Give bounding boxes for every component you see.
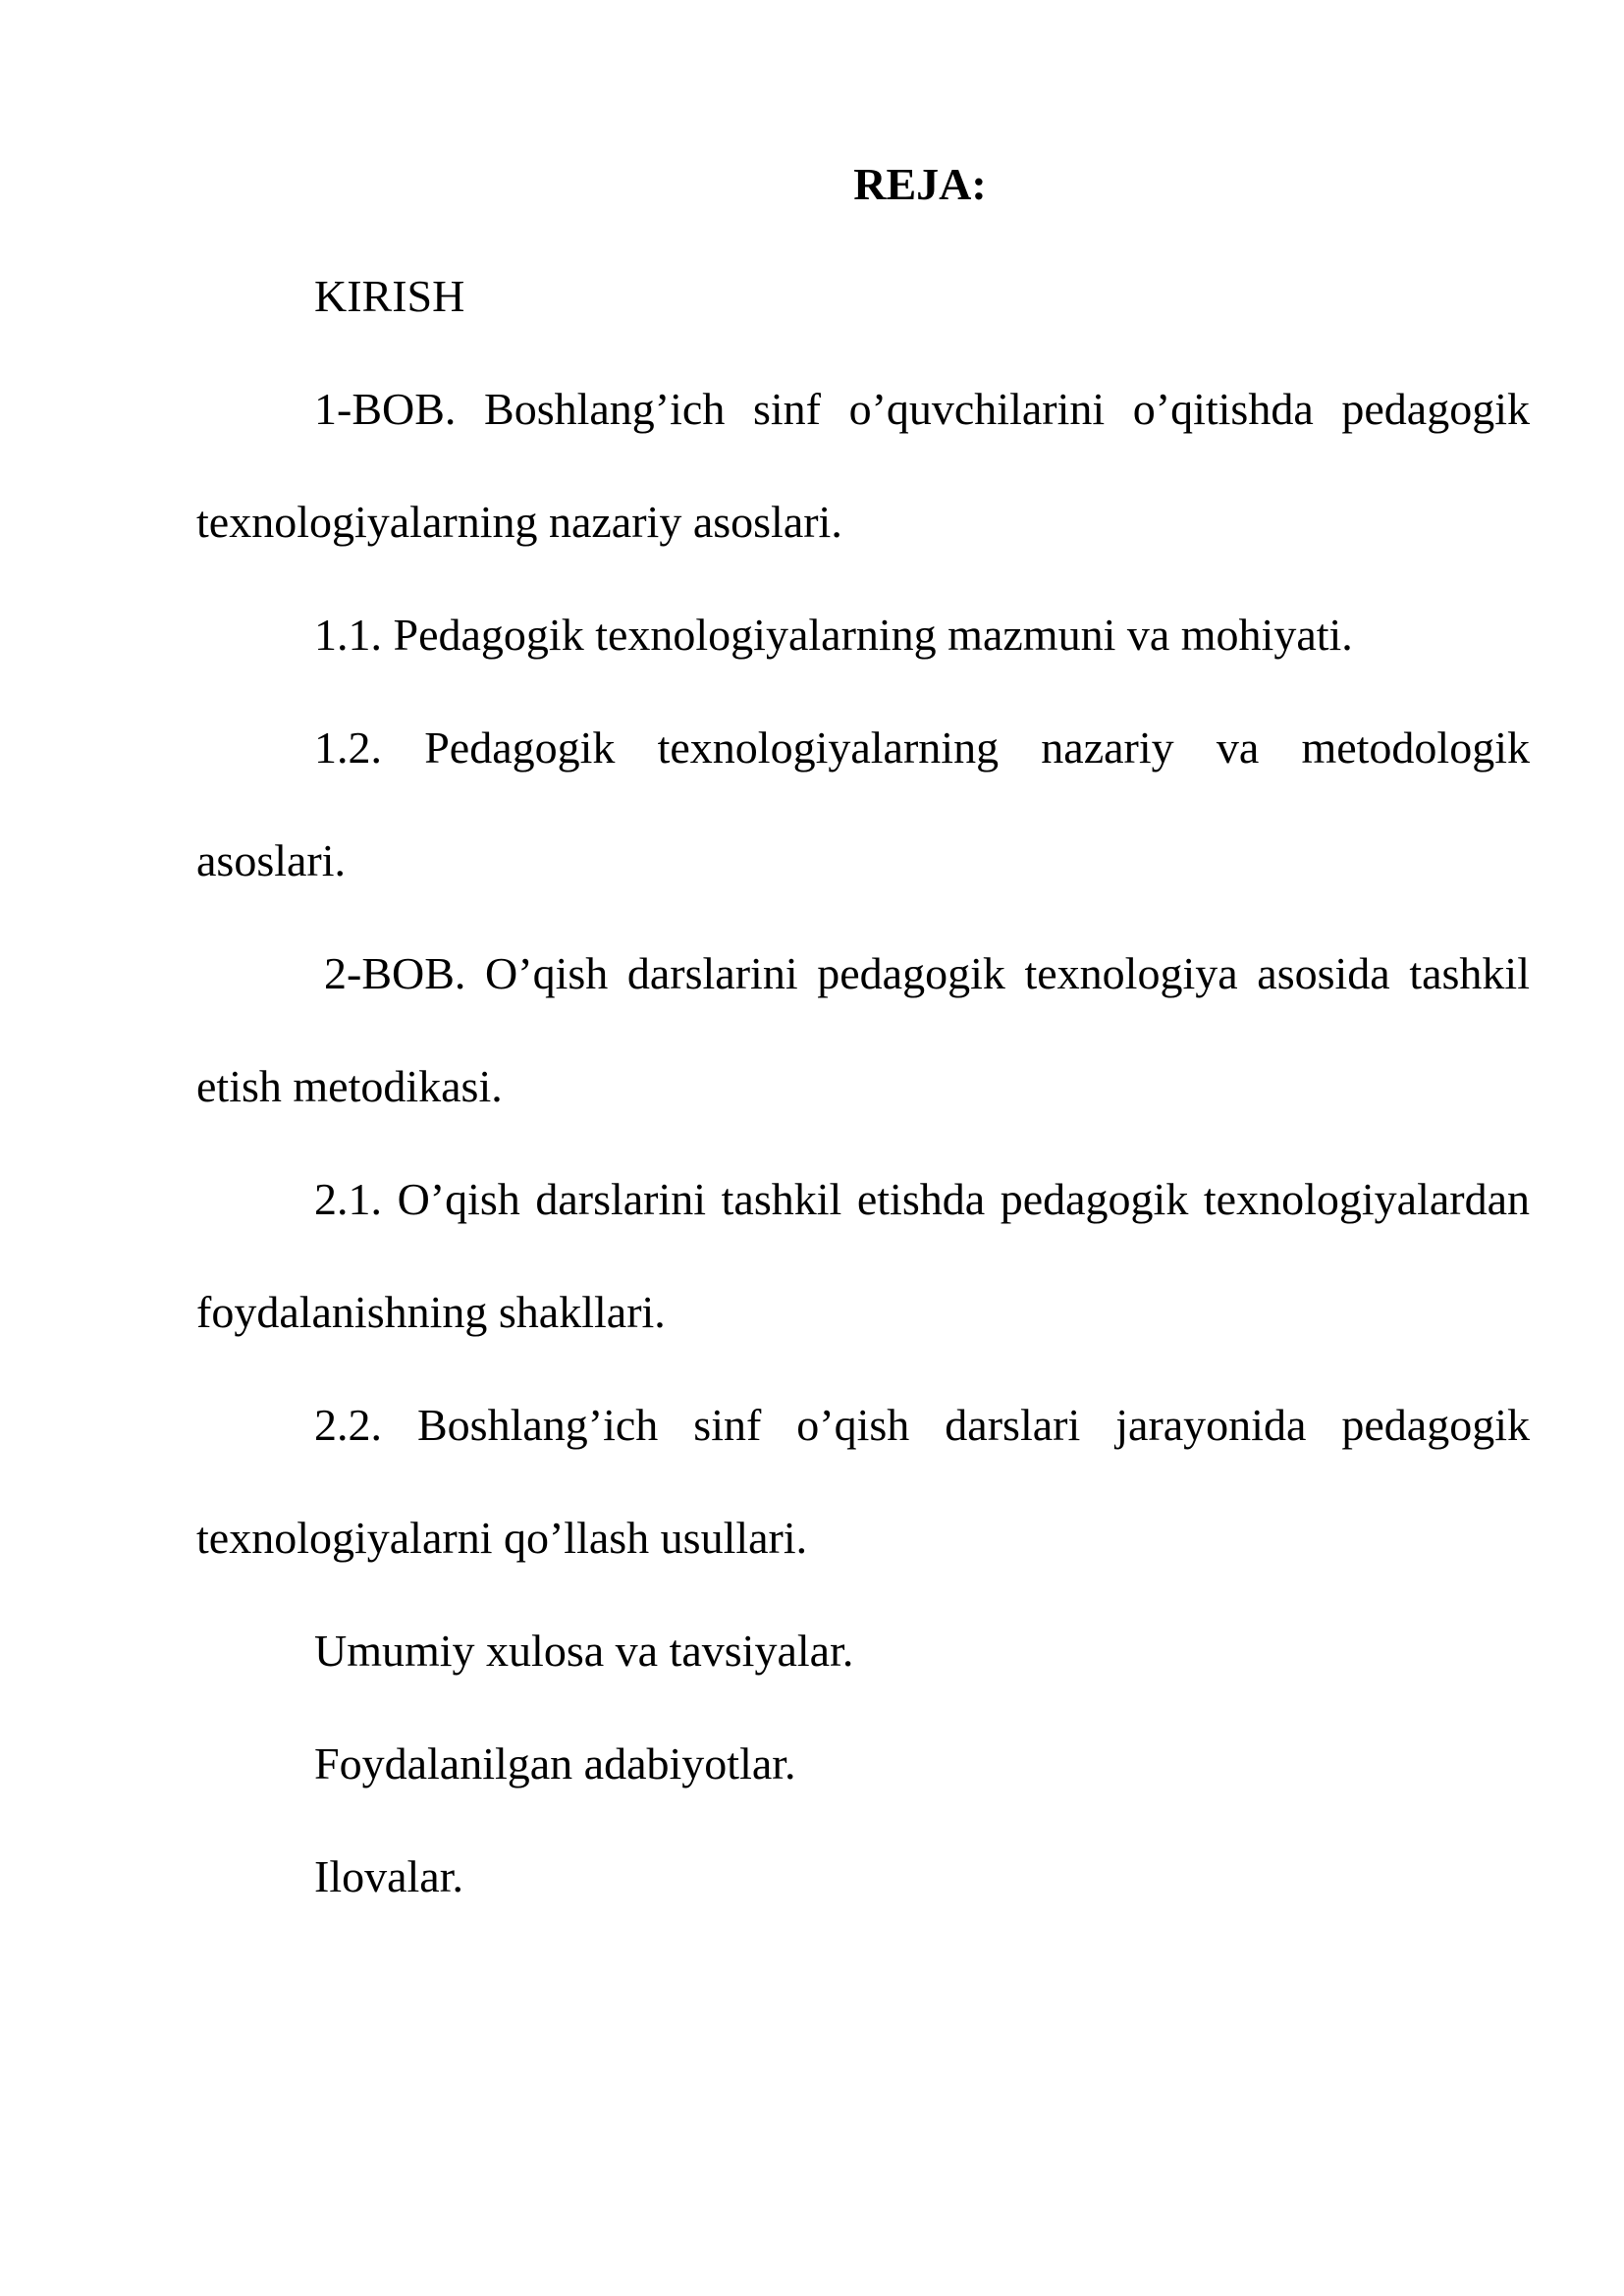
toc-item-1-2: 1.2. Pedagogik texnologiyalarning nazariy va metodologik asoslari. — [196, 722, 1530, 885]
toc-item-appendices: Ilovalar. — [314, 1851, 463, 1901]
page-title: REJA: — [853, 159, 987, 209]
toc-item-1-1: 1.1. Pedagogik texnologiyalarning mazmuni va mohiyati. — [314, 610, 1353, 660]
toc-item-2-1: 2.1. O’qish darslarini tashkil etishda pedagogik texnologiyalardan foydalanishning shakllari. — [196, 1174, 1530, 1337]
toc-item-chapter-2: 2-BOB. O’qish darslarini pedagogik texnologiya asosida tashkil etish metodikasi. — [196, 948, 1530, 1111]
toc-item-references: Foydalanilgan adabiyotlar. — [314, 1738, 796, 1789]
toc-item-conclusion: Umumiy xulosa va tavsiyalar. — [314, 1626, 854, 1676]
toc-item-kirish: KIRISH — [314, 271, 465, 321]
toc-item-2-2: 2.2. Boshlang’ich sinf o’qish darslari jarayonida pedagogik texnologiyalarni qo’llash usullari. — [196, 1400, 1530, 1563]
toc-item-chapter-1: 1-BOB. Boshlang’ich sinf o’quvchilarini o’qitishda pedagogik texnologiyalarning nazariy asoslari. — [196, 384, 1530, 547]
